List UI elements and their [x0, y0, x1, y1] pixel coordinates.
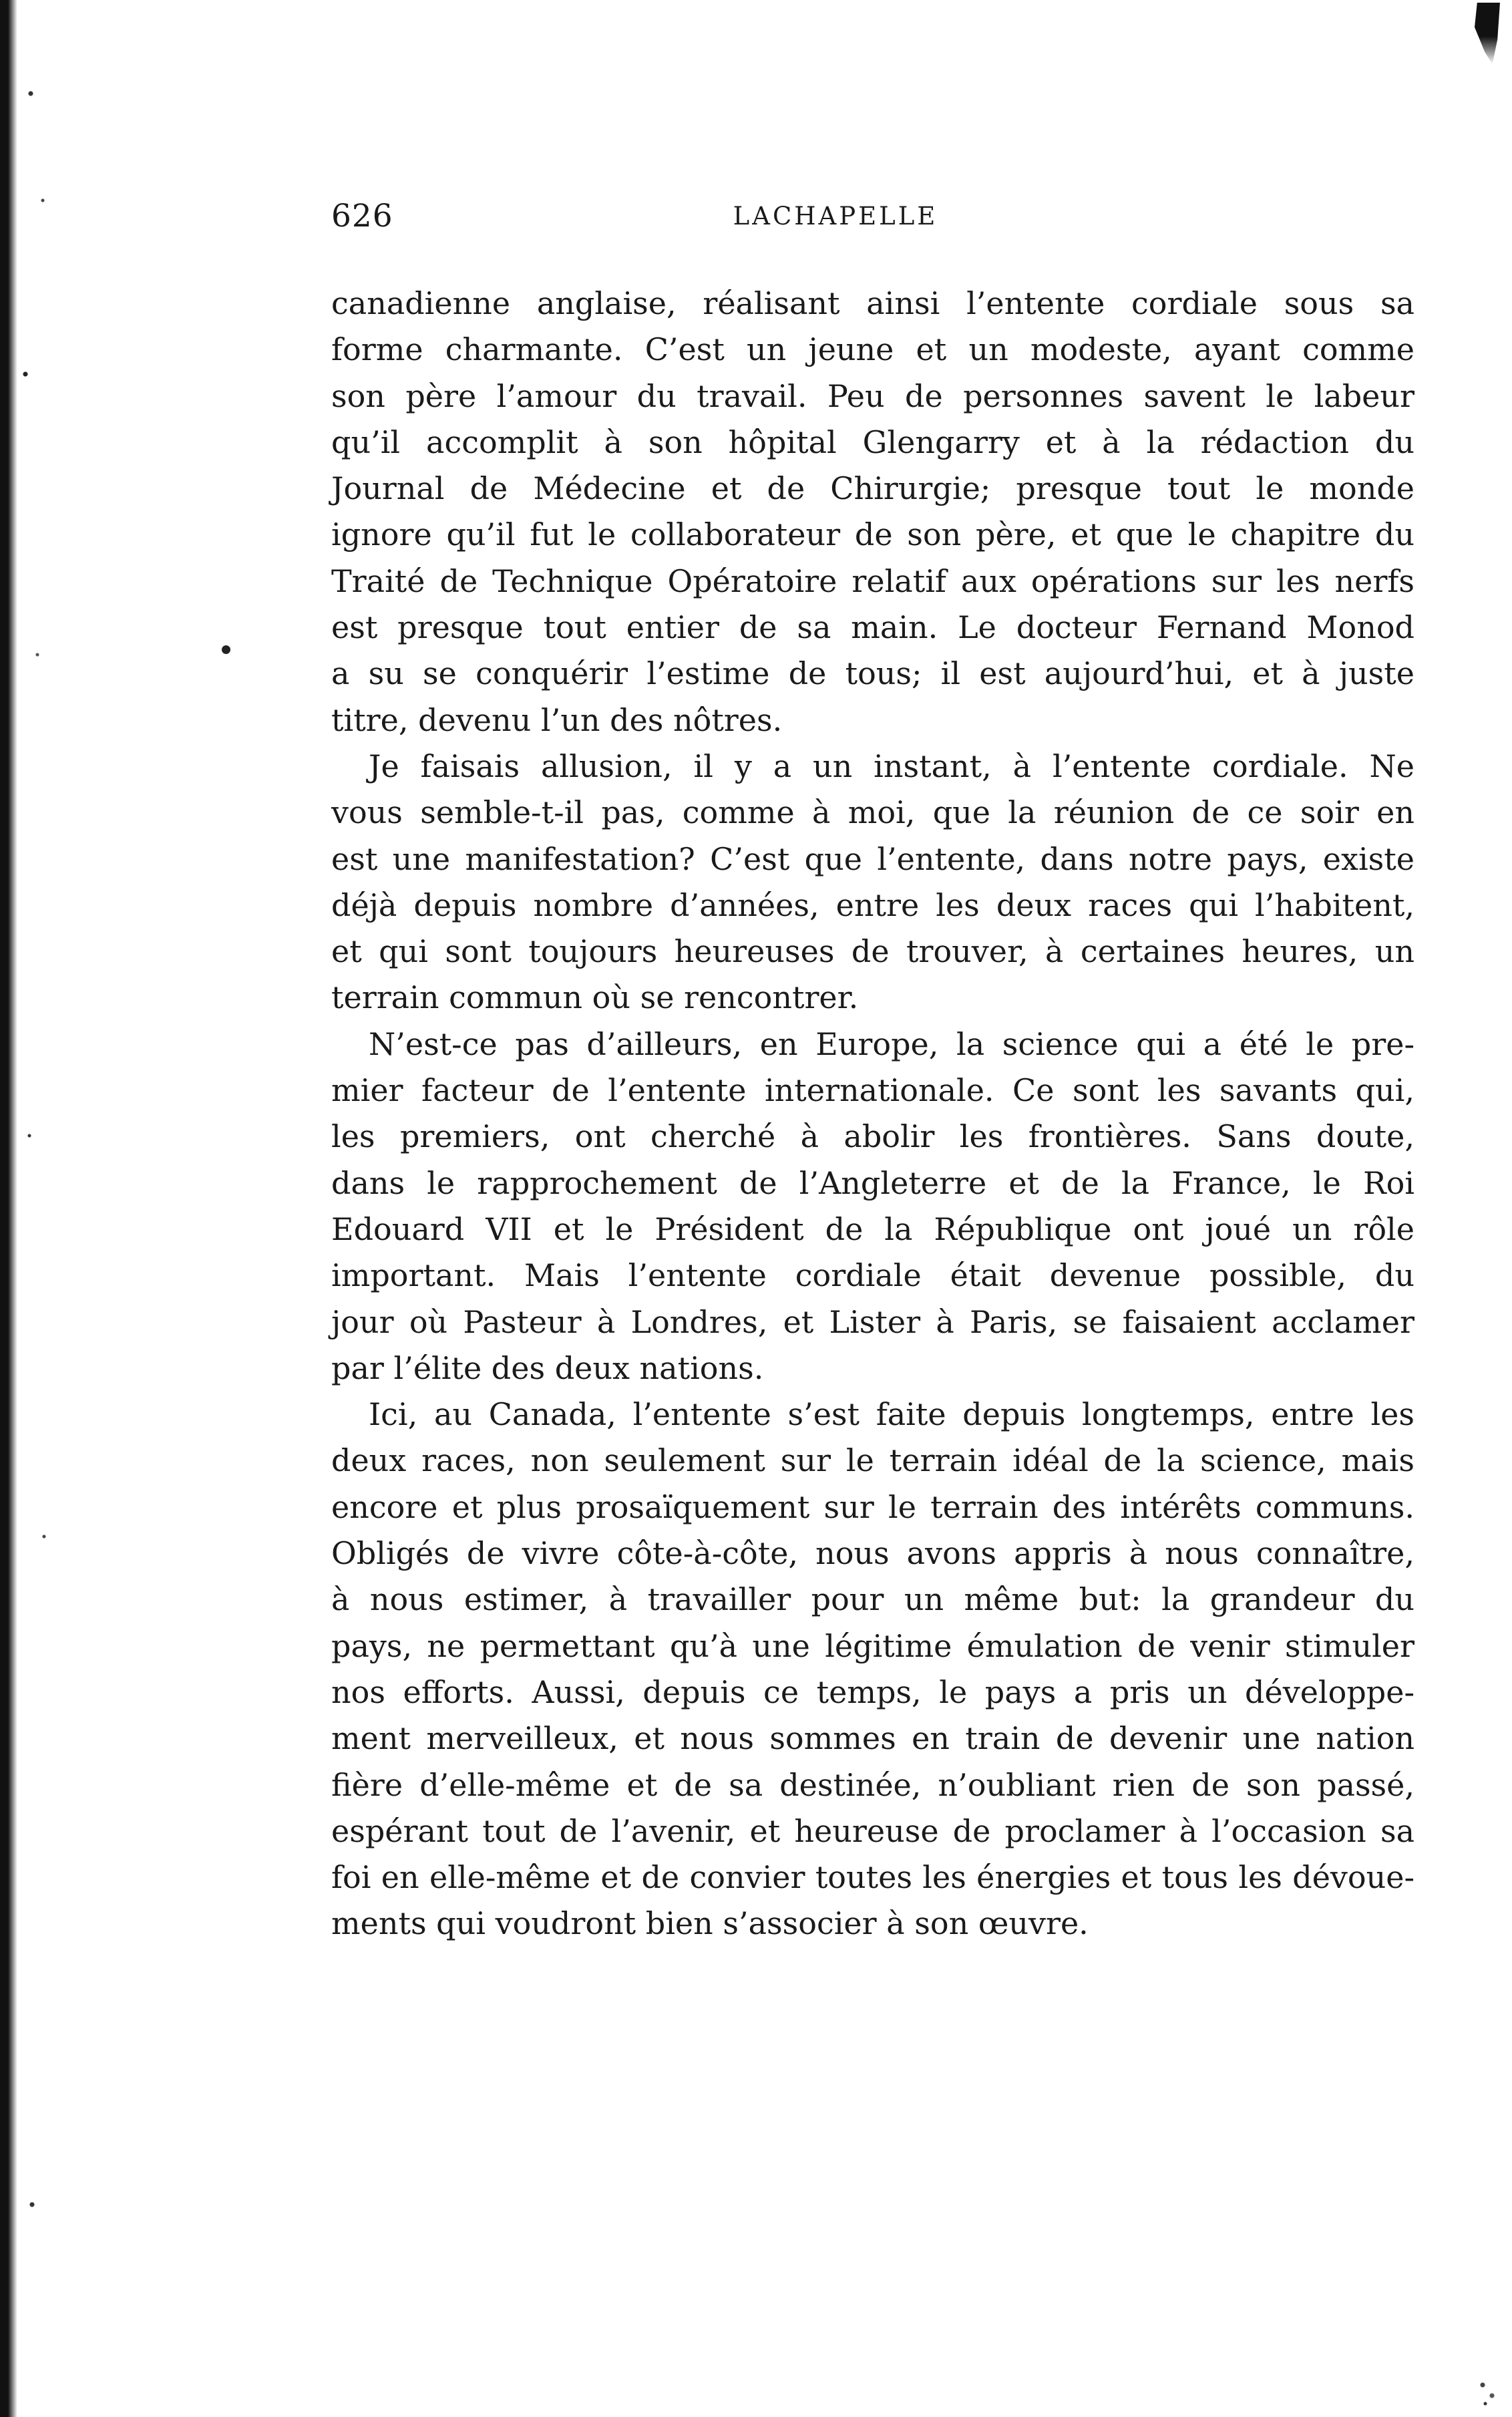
text-line: ments qui voudront bien s’associer à son œuvre.: [331, 1905, 1089, 1942]
text-line: à nous estimer, à travailler pour un même but: la grandeur du: [331, 1581, 1414, 1618]
text-line: deux races, non seulement sur le terrain idéal de la science, mais: [331, 1442, 1414, 1479]
text-line: ignore qu’il fut le collaborateur de son père, et que le chapitre du: [331, 516, 1414, 553]
corner-scan-artifact: [1475, 3, 1500, 64]
text-line: pays, ne permettant qu’à une légitime émulation de venir stimuler: [331, 1627, 1414, 1664]
paragraph: [331, 281, 1414, 744]
text-line: ment merveilleux, et nous sommes en train de devenir une nation: [331, 1720, 1414, 1757]
corner-scan-specks: [1476, 2377, 1503, 2410]
text-line: forme charmante. C’est un jeune et un modeste, ayant comme: [331, 331, 1414, 368]
text-line: Obligés de vivre côte-à-côte, nous avons appris à nous connaître,: [331, 1535, 1414, 1572]
running-head-title: LACHAPELLE: [733, 202, 938, 230]
text-line: dans le rapprochement de l’Angleterre et de la France, le Roi: [331, 1164, 1414, 1201]
text-line: nos efforts. Aussi, depuis ce temps, le pays a pris un développe-: [331, 1673, 1414, 1710]
text-line: a su se conquérir l’estime de tous; il est aujourd’hui, et à juste: [331, 655, 1414, 692]
text-line: mier facteur de l’entente internationale. Ce sont les savants qui,: [331, 1072, 1414, 1109]
text-line: fière d’elle-même et de sa destinée, n’oubliant rien de son passé,: [331, 1766, 1414, 1803]
text-line: espérant tout de l’avenir, et heureuse de proclamer à l’occasion sa: [331, 1812, 1414, 1849]
text-line: canadienne anglaise, réalisant ainsi l’entente cordiale sous sa: [331, 285, 1414, 321]
text-line: important. Mais l’entente cordiale était devenue possible, du: [331, 1257, 1414, 1294]
running-head: [331, 198, 1340, 245]
text-line: Traité de Technique Opératoire relatif aux opérations sur les nerfs: [331, 562, 1414, 599]
text-line: terrain commun où se rencontrer.: [331, 979, 859, 1016]
text-line: Je faisais allusion, il y a un instant, à l’entente cordiale. Ne: [369, 748, 1414, 784]
text-line: qu’il accomplit à son hôpital Glengarry et à la rédaction du: [331, 424, 1414, 460]
paragraph: [331, 744, 1414, 1021]
text-line: jour où Pasteur à Londres, et Lister à Paris, se faisaient acclamer: [331, 1303, 1414, 1340]
text-line: et qui sont toujours heureuses de trouver, à certaines heures, un: [331, 933, 1414, 970]
text-line: Ici, au Canada, l’entente s’est faite depuis longtemps, entre les: [369, 1396, 1414, 1433]
text-line: vous semble-t-il pas, comme à moi, que la réunion de ce soir en: [331, 794, 1414, 831]
paragraph: [331, 1021, 1414, 1392]
text-line: titre, devenu l’un des nôtres.: [331, 701, 783, 738]
text-line: foi en elle-même et de convier toutes les énergies et tous les dévoue-: [331, 1859, 1414, 1896]
body-text: [331, 281, 1414, 1947]
text-line: N’est-ce pas d’ailleurs, en Europe, la science qui a été le pre-: [369, 1025, 1414, 1062]
paragraph: [331, 1392, 1414, 1947]
text-line: est presque tout entier de sa main. Le docteur Fernand Monod: [331, 609, 1414, 646]
text-line: déjà depuis nombre d’années, entre les deux races qui l’habitent,: [331, 887, 1414, 923]
text-line: son père l’amour du travail. Peu de personnes savent le labeur: [331, 377, 1414, 414]
binding-specks: [17, 0, 64, 2417]
text-line: Journal de Médecine et de Chirurgie; presque tout le monde: [331, 470, 1414, 507]
page-number: 626: [331, 198, 393, 234]
margin-dot: [222, 645, 230, 654]
text-line: Edouard VII et le Président de la République ont joué un rôle: [331, 1211, 1414, 1247]
text-line: les premiers, ont cherché à abolir les frontières. Sans doute,: [331, 1118, 1414, 1155]
text-line: par l’élite des deux nations.: [331, 1349, 764, 1386]
text-line: encore et plus prosaïquement sur le terrain des intérêts communs.: [331, 1488, 1414, 1525]
binding-shadow: [0, 0, 17, 2417]
text-line: est une manifestation? C’est que l’entente, dans notre pays, existe: [331, 840, 1414, 877]
